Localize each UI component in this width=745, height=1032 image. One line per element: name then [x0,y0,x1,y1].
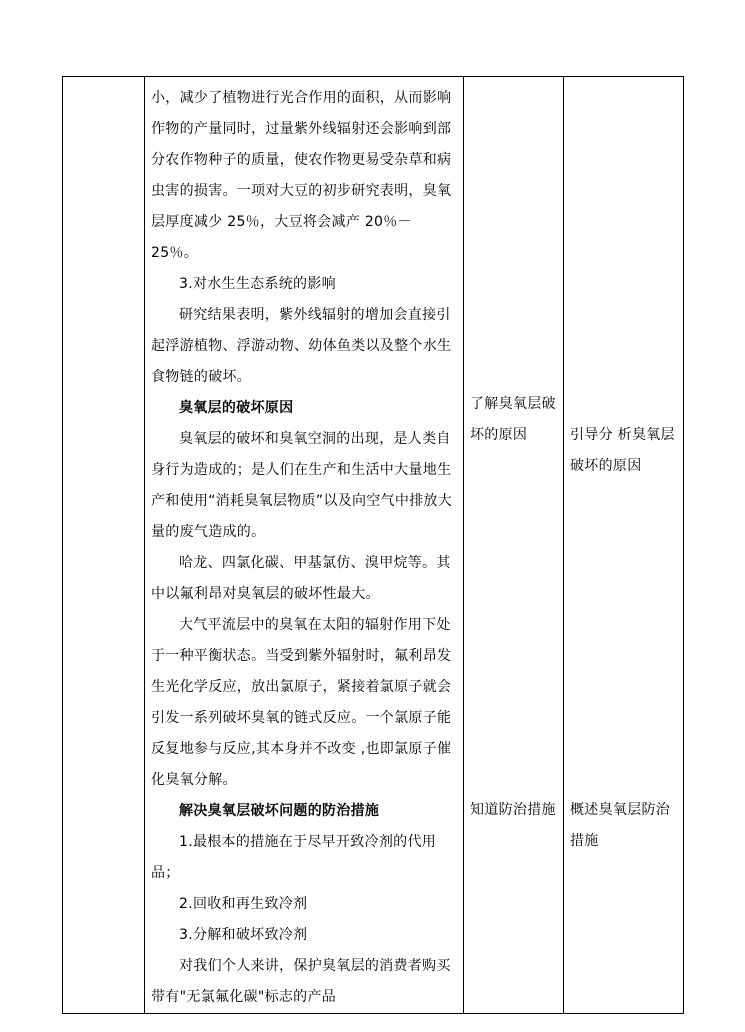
design-intent-cell [564,77,684,1014]
student-activity-causes: 了解臭氧层破坏的原因 [470,396,556,443]
paragraph-aquatic-title: 3.对水生生态系统的影响 [179,276,336,292]
paragraph-human-causes: 臭氧层的破坏和臭氧空洞的出现，是人类自身行为造成的；是人们在生产和生活中大量地生产和使用“消耗臭氧层物质”以及向空气中排放大量的废气造成的。 [151,431,453,540]
paragraph-aquatic-impact: 研究结果表明，紫外线辐射的增加会直接引起浮游植物、浮游动物、幼体鱼类以及整个水生食物链的破坏。 [151,307,452,385]
measure-item-2: 2.回收和再生致冷剂 [179,896,308,912]
section-cell [63,77,145,1014]
paragraph-chain-reaction: 大气平流层中的臭氧在太阳的辐射作用下处于一种平衡状态。当受到紫外辐射时，氟利昂发生光化学反应，放出氯原子，紧接着氯原子就会引发一系列破坏臭氧的链式反应。一个氯原子能反复地参与反应,其本身并不改变 ,也即氯原子催化臭氧分解。 [151,617,452,788]
teaching-content [145,77,463,1013]
heading-prevention-measures: 解决臭氧层破坏问题的防治措施 [179,803,380,819]
paragraph-crop-impact: 小，减少了植物进行光合作用的面积，从而影响作物的产量同时，过量紫外线辐射还会影响到部分农作物种子的质量，使农作物更易受杂草和病虫害的损害。一项对大豆的初步研究表明，臭氧层厚度减少 25％，大豆将会减产 20％－25％。 [151,90,452,261]
paragraph-personal-action: 对我们个人来讲，保护臭氧层的消费者购买带有"无氯氟化碳"标志的产品 [151,958,451,1005]
teaching-content-cell [145,77,464,1014]
student-activity-cell [464,77,564,1014]
design-intent-causes: 引导分 析臭氧层破坏的原因 [570,427,675,474]
heading-depletion-causes: 臭氧层的破坏原因 [179,400,294,416]
lesson-plan-table [62,76,684,1014]
design-intent-measures: 概述臭氧层防治措施 [570,802,671,849]
measure-item-3: 3.分解和破坏致冷剂 [179,927,308,943]
paragraph-substances: 哈龙、四氯化碳、甲基氯仿、溴甲烷等。其中以氟利昂对臭氧层的破坏性最大。 [151,555,451,602]
measure-item-1: 1.最根本的措施在于尽早开致冷剂的代用品； [151,834,437,881]
table-row [63,77,684,1014]
student-activity-measures: 知道防治措施 [470,802,556,818]
